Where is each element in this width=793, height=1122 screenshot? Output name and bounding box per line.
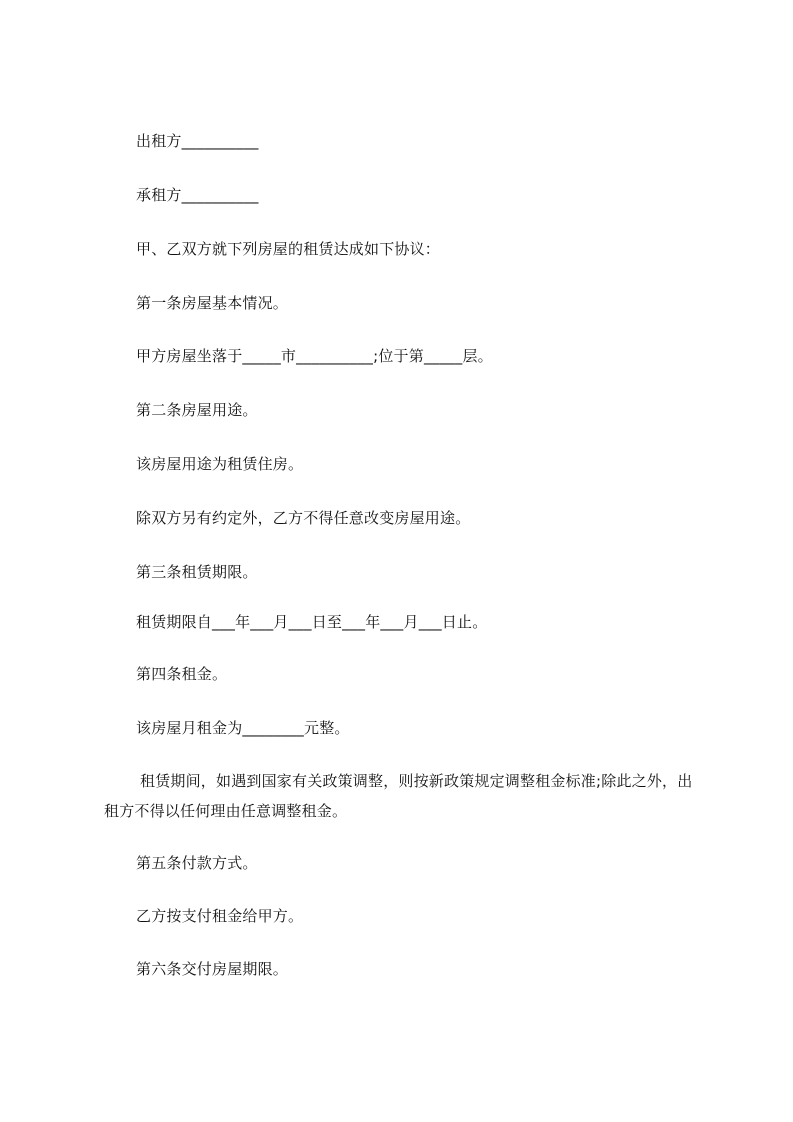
monthly-rent: 该房屋月租金为________元整。 xyxy=(136,719,350,737)
article-3-heading: 第三条租赁期限。 xyxy=(136,563,258,581)
property-use: 该房屋用途为租赁住房。 xyxy=(136,455,304,473)
lessor-line: 出租方__________ xyxy=(136,132,259,150)
lessee-line: 承租方__________ xyxy=(136,186,259,204)
article-2-heading: 第二条房屋用途。 xyxy=(136,401,258,419)
article-5-heading: 第五条付款方式。 xyxy=(136,854,258,872)
payment-method: 乙方按支付租金给甲方。 xyxy=(136,907,304,925)
article-4-heading: 第四条租金。 xyxy=(136,665,228,683)
rent-adjustment-paragraph xyxy=(104,766,704,826)
lease-term: 租赁期限自___年___月___日至___年___月___日止。 xyxy=(136,613,488,631)
use-restriction: 除双方另有约定外，乙方不得任意改变房屋用途。 xyxy=(136,509,471,527)
agreement-intro: 甲、乙双方就下列房屋的租赁达成如下协议： xyxy=(136,240,441,258)
rent-adjustment-text: 租赁期间，如遇到国家有关政策调整，则按新政策规定调整租金标准;除此之外，出租方不得以任何理由任意调整租金。 xyxy=(104,772,693,820)
property-location: 甲方房屋坐落于_____市__________;位于第_____层。 xyxy=(136,347,493,365)
article-6-heading: 第六条交付房屋期限。 xyxy=(136,960,289,978)
article-1-heading: 第一条房屋基本情况。 xyxy=(136,294,289,312)
